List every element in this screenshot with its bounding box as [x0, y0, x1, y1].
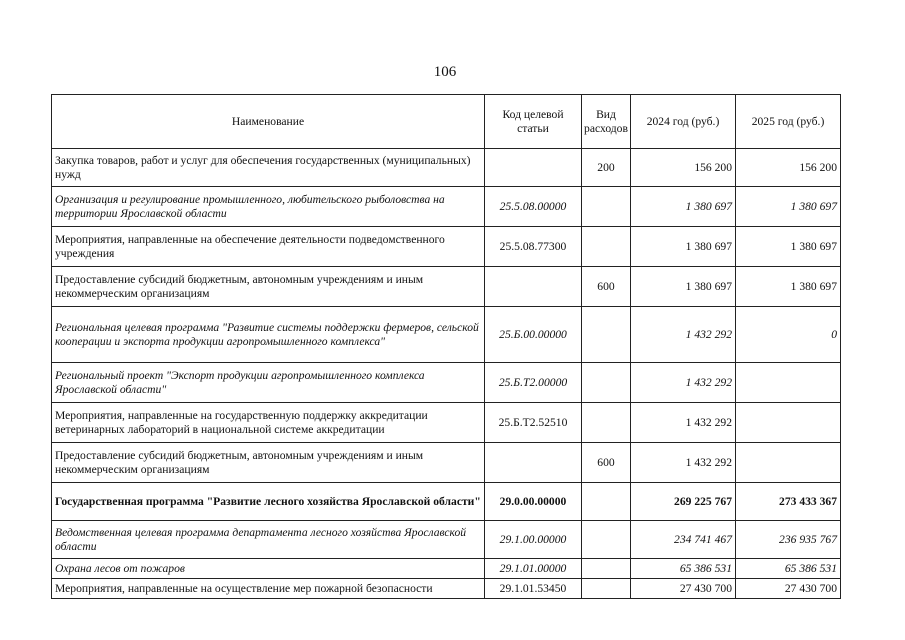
row-code: 29.1.00.00000 [485, 521, 582, 559]
table-row [52, 363, 841, 403]
row-2024: 156 200 [631, 149, 736, 187]
row-kind [582, 307, 631, 363]
row-kind [582, 187, 631, 227]
row-name: Мероприятия, направленные на обеспечение деятельности подведомственного учреждения [52, 227, 485, 267]
table-row [52, 187, 841, 227]
row-kind [582, 403, 631, 443]
row-kind [582, 559, 631, 579]
row-kind [582, 227, 631, 267]
row-2025: 0 [736, 307, 841, 363]
table-row [52, 579, 841, 599]
row-name: Организация и регулирование промышленного, любительского рыболовства на территории Ярославской области [52, 187, 485, 227]
table-row [52, 521, 841, 559]
row-name: Государственная программа "Развитие лесного хозяйства Ярославской области" [52, 483, 485, 521]
row-kind [582, 521, 631, 559]
row-code [485, 149, 582, 187]
row-name: Предоставление субсидий бюджетным, автономным учреждениям и иным некоммерческим организациям [52, 443, 485, 483]
row-2024: 1 432 292 [631, 363, 736, 403]
header-kind: Вид расходов [582, 95, 631, 149]
row-code: 25.Б.00.00000 [485, 307, 582, 363]
table-row [52, 307, 841, 363]
row-2025: 1 380 697 [736, 267, 841, 307]
row-kind: 600 [582, 443, 631, 483]
row-code: 29.1.01.00000 [485, 559, 582, 579]
row-name: Региональная целевая программа "Развитие системы поддержки фермеров, сельской кооперации и экспорта продукции агропромышленного комплекса" [52, 307, 485, 363]
row-2025 [736, 443, 841, 483]
row-2024: 1 380 697 [631, 267, 736, 307]
row-name: Региональный проект "Экспорт продукции агропромышленного комплекса Ярославской области" [52, 363, 485, 403]
row-2025: 1 380 697 [736, 227, 841, 267]
row-code: 29.0.00.00000 [485, 483, 582, 521]
row-name: Ведомственная целевая программа департамента лесного хозяйства Ярославской области [52, 521, 485, 559]
row-code: 29.1.01.53450 [485, 579, 582, 599]
table-row [52, 559, 841, 579]
row-2024: 27 430 700 [631, 579, 736, 599]
header-code: Код целевой статьи [485, 95, 582, 149]
row-2025: 65 386 531 [736, 559, 841, 579]
row-code: 25.5.08.00000 [485, 187, 582, 227]
row-2024: 1 380 697 [631, 227, 736, 267]
row-name: Закупка товаров, работ и услуг для обеспечения государственных (муниципальных) нужд [52, 149, 485, 187]
row-2024: 1 432 292 [631, 403, 736, 443]
row-kind [582, 483, 631, 521]
row-2024: 234 741 467 [631, 521, 736, 559]
row-kind [582, 363, 631, 403]
header-2025: 2025 год (руб.) [736, 95, 841, 149]
page-number: 106 [433, 64, 457, 80]
row-name: Мероприятия, направленные на осуществление мер пожарной безопасности [52, 579, 485, 599]
row-2025 [736, 363, 841, 403]
row-2025: 27 430 700 [736, 579, 841, 599]
row-kind [582, 579, 631, 599]
row-code: 25.Б.Т2.00000 [485, 363, 582, 403]
header-name: Наименование [52, 95, 485, 149]
row-code: 25.Б.Т2.52510 [485, 403, 582, 443]
row-2024: 1 432 292 [631, 307, 736, 363]
row-2025: 156 200 [736, 149, 841, 187]
header-2024: 2024 год (руб.) [631, 95, 736, 149]
row-kind: 200 [582, 149, 631, 187]
row-kind: 600 [582, 267, 631, 307]
table-row [52, 403, 841, 443]
row-2025: 236 935 767 [736, 521, 841, 559]
row-2024: 65 386 531 [631, 559, 736, 579]
row-2025 [736, 403, 841, 443]
row-name: Мероприятия, направленные на государственную поддержку аккредитации ветеринарных лабораторий в национальной системе аккредитации [52, 403, 485, 443]
table-row [52, 149, 841, 187]
budget-table [51, 94, 841, 599]
row-2024: 1 432 292 [631, 443, 736, 483]
table-row [52, 483, 841, 521]
row-2024: 269 225 767 [631, 483, 736, 521]
row-2025: 273 433 367 [736, 483, 841, 521]
row-code: 25.5.08.77300 [485, 227, 582, 267]
row-2025: 1 380 697 [736, 187, 841, 227]
table-row [52, 227, 841, 267]
row-code [485, 267, 582, 307]
table-row [52, 267, 841, 307]
row-name: Предоставление субсидий бюджетным, автономным учреждениям и иным некоммерческим организациям [52, 267, 485, 307]
row-code [485, 443, 582, 483]
table-row [52, 443, 841, 483]
row-name: Охрана лесов от пожаров [52, 559, 485, 579]
table-header-row [52, 95, 841, 149]
row-2024: 1 380 697 [631, 187, 736, 227]
